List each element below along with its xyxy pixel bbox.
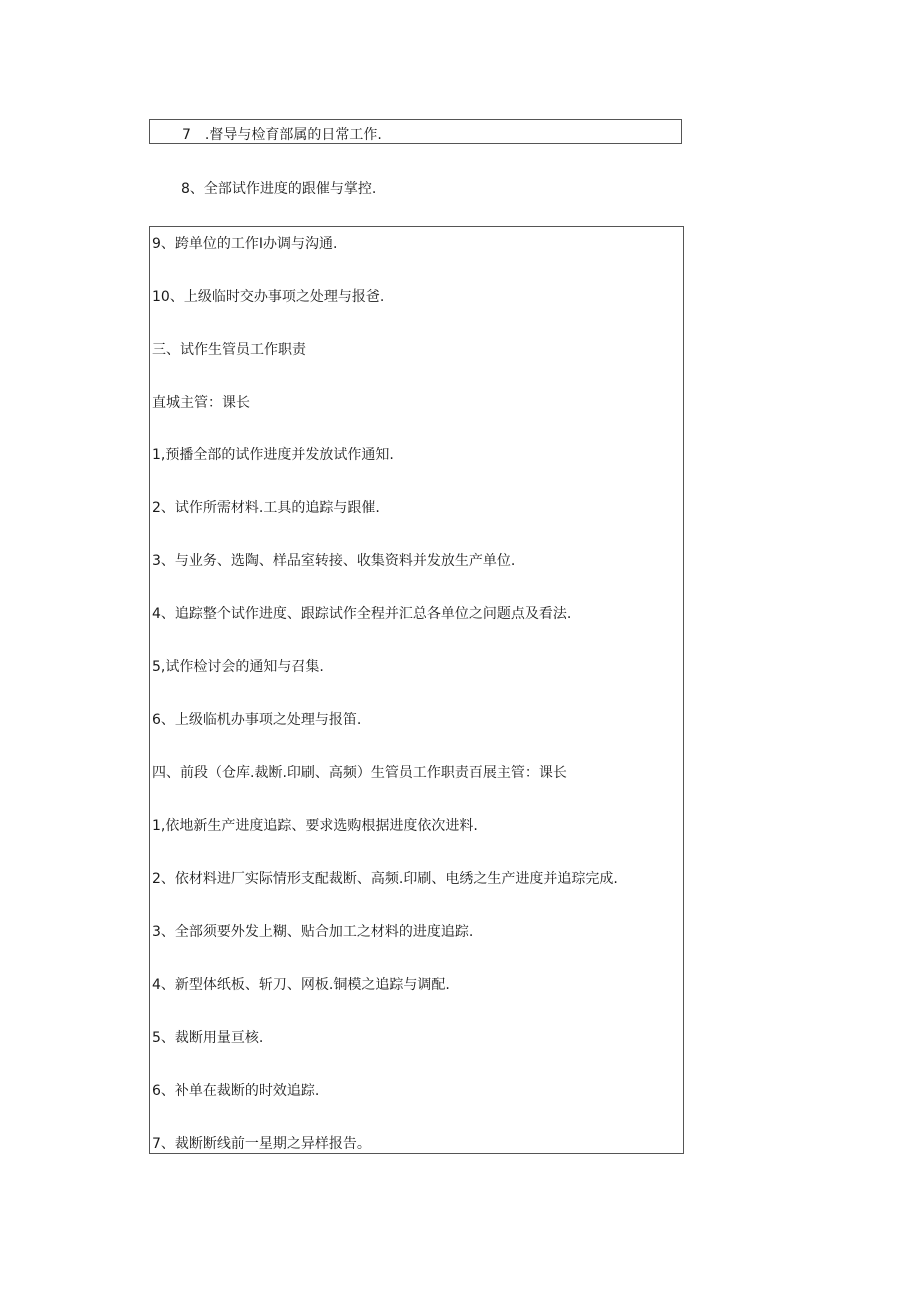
text-line: 9、跨单位的工作I办调与沟通.	[152, 236, 338, 252]
text-line: 1,依地新生产进度追踪、要求选购根据进度依次进料.	[152, 818, 478, 834]
text-line: 直城主管：课长	[152, 395, 250, 411]
text-line: 7、裁断断线前一星期之异样报告。	[152, 1136, 371, 1152]
text-line-item-7: 7 .督导与检育部属的日常工作.	[182, 127, 382, 143]
text-line: 6、上级临机办事项之处理与报笛.	[152, 712, 362, 728]
text-line: 3、全部须要外发上糊、贴合加工之材料的进度追踪.	[152, 924, 474, 940]
section-heading: 四、前段（仓库.裁断.印刷、高频）生管员工作职责百展主管：课长	[152, 765, 567, 781]
text-line: 4、新型体纸板、斩刀、网板.铜模之追踪与调配.	[152, 977, 450, 993]
text-line: 2、依材料进厂实际情形支配裁断、高频.印刷、电绣之生产进度并追琮完成.	[152, 871, 618, 887]
text-line: 10、上级临时交办事项之处理与报爸.	[152, 289, 385, 305]
text-line: 1,预播全部的试作进度并发放试作通知.	[152, 447, 394, 463]
text-line: 2、试作所需材料.工具的追踪与跟催.	[152, 500, 380, 516]
text-line: 5,试作检讨会的通知与召集.	[152, 659, 324, 675]
text-line-item-8: 8、全部试作进度的跟催与掌控.	[181, 181, 377, 197]
main-bordered-box	[149, 226, 684, 1154]
text-line: 6、补单在裁断的时效追踪.	[152, 1083, 320, 1099]
section-heading: 三、试作生管员工作职责	[152, 342, 306, 358]
top-bordered-box	[149, 119, 682, 144]
text-line: 4、追踪整个试作进度、跟踪试作全程并汇总各单位之问题点及看法.	[152, 606, 572, 622]
text-line: 5、裁断用量亘核.	[152, 1030, 264, 1046]
text-line: 3、与业务、选陶、样品室转接、收集资料并发放生产单位.	[152, 553, 516, 569]
